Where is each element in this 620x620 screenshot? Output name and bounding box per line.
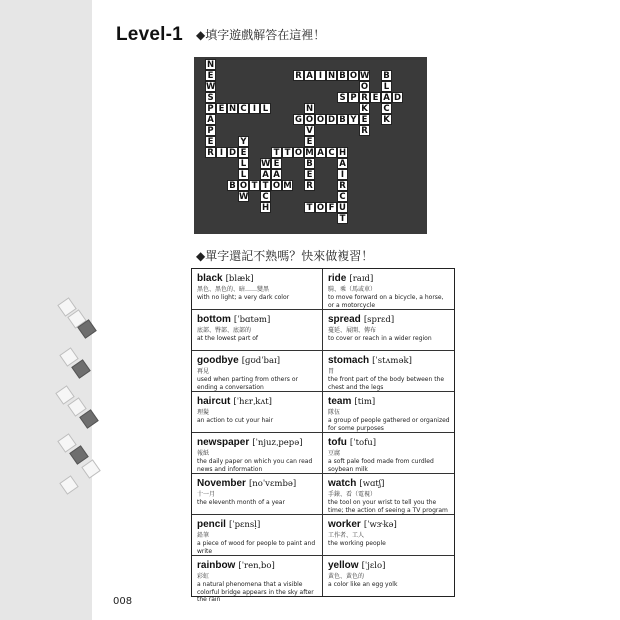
vocab-definition: the working people [328, 540, 386, 547]
vocab-definition: used when parting from others or ending a conversation [197, 376, 298, 391]
crossword-letter-cell: N [305, 104, 314, 114]
vocab-row [192, 556, 454, 603]
vocab-chinese-meaning: 胃 [328, 368, 335, 375]
crossword-letter-cell: S [337, 92, 348, 103]
vocab-word: worker [328, 519, 361, 530]
crossword-letter-cell: M [305, 148, 314, 158]
vocab-word: tofu [328, 437, 347, 448]
vocab-word: team [328, 396, 352, 407]
vocab-row [192, 433, 454, 474]
crossword-letter-cell: M [283, 181, 292, 191]
crossword-letter-cell: T [337, 213, 348, 224]
crossword-letter-cell: B [337, 114, 348, 125]
vocab-definition: the tool on your wrist to tell you the time; the action of seeing a TV program [328, 499, 448, 514]
decorative-tile [79, 409, 98, 428]
crossword-letter-cell: E [370, 92, 381, 103]
vocab-entry [323, 433, 454, 473]
vocab-definition: the eleventh month of a year [197, 499, 285, 506]
vocabulary-table [191, 268, 455, 603]
vocab-definition: to cover or reach in a wider region [328, 335, 432, 342]
crossword-letter-cell: V [304, 125, 315, 136]
crossword-letter-cell: W [360, 71, 370, 81]
crossword-letter-cell: T [249, 180, 260, 191]
crossword-letter-cell: D [327, 115, 336, 125]
crossword-letter-cell: B [304, 158, 315, 169]
vocab-word: haircut [197, 396, 231, 407]
decorative-tile [81, 459, 100, 478]
crossword-letter-cell: T [282, 147, 293, 158]
vocab-chinese-meaning: 隊伍 [328, 409, 341, 416]
crossword-letter-cell: C [260, 191, 271, 202]
crossword-letter-cell: O [349, 71, 358, 81]
crossword-letter-cell: Y [348, 114, 359, 125]
instruction-review: ◆單字還記不熟嗎？快來做複習！ [196, 249, 374, 263]
crossword-letter-cell: I [315, 70, 326, 81]
crossword-letter-cell: E [205, 70, 216, 81]
vocab-phonetic: [tim] [354, 397, 376, 407]
crossword-letter-cell: T [260, 180, 271, 191]
crossword-letter-cell: O [294, 148, 303, 158]
crossword-letter-cell: A [315, 147, 326, 158]
vocab-entry [323, 556, 454, 596]
vocab-entry [323, 310, 454, 350]
vocab-definition: an action to cut your hair [197, 417, 274, 424]
vocab-chinese-meaning: 工作者、工人 [328, 532, 365, 539]
crossword-letter-cell: K [359, 103, 370, 114]
vocab-phonetic: [ˈnjuzˌpepə] [252, 438, 303, 448]
vocab-phonetic: [ˈjɛlo] [361, 561, 386, 571]
vocab-word: bottom [197, 314, 231, 325]
crossword-letter-cell: L [238, 158, 249, 169]
crossword-letter-cell: O [272, 181, 281, 191]
vocab-word: black [197, 273, 223, 284]
vocab-chinese-meaning: 蔓延、展開、傳布 [328, 327, 377, 334]
crossword-letter-cell: B [381, 70, 392, 81]
vocab-word: goodbye [197, 355, 239, 366]
vocab-entry [323, 351, 454, 391]
crossword-letter-cell: W [206, 82, 216, 92]
vocab-row [192, 392, 454, 433]
vocab-phonetic: [ˈrenˌbo] [238, 561, 275, 571]
crossword-letter-cell: R [304, 180, 315, 191]
crossword-answer-grid [194, 57, 427, 234]
crossword-letter-cell: N [228, 104, 237, 114]
vocab-definition: a natural phenomena that a visible colorful bridge appears in the sky after the rain [197, 581, 314, 603]
vocab-row [192, 269, 454, 310]
vocab-row [192, 474, 454, 515]
vocab-word: watch [328, 478, 357, 489]
vocab-definition: with no light; a very dark color [197, 294, 290, 301]
crossword-letter-cell: H [338, 148, 347, 158]
vocab-definition: to move forward on a bicycle, a horse, or a motorcycle [328, 294, 444, 309]
crossword-letter-cell: O [239, 181, 248, 191]
crossword-letter-cell: C [238, 103, 249, 114]
crossword-letter-cell: P [348, 92, 359, 103]
vocab-entry [192, 269, 323, 309]
crossword-letter-cell: E [216, 103, 227, 114]
vocab-phonetic: [ˈstʌmək] [372, 356, 412, 366]
vocab-phonetic: [ˈpɛnsḷ] [228, 520, 261, 530]
crossword-letter-cell: A [304, 70, 315, 81]
vocab-word: pencil [197, 519, 226, 530]
crossword-letter-cell: C [337, 191, 348, 202]
crossword-letter-cell: N [327, 71, 336, 81]
decorative-tile [71, 359, 90, 378]
vocab-chinese-meaning: 十一月 [197, 491, 216, 498]
vocab-definition: a soft pale food made from curdled soybean milk [328, 458, 434, 473]
instruction-fill: ◆填字遊戲解答在這裡！ [196, 28, 326, 42]
vocab-entry [323, 269, 454, 309]
vocab-chinese-meaning: 騎、乘（馬或車） [328, 286, 377, 293]
vocab-definition: a group of people gathered or organized for some purposes [328, 417, 450, 432]
crossword-letter-cell: W [261, 159, 271, 169]
crossword-letter-cell: A [271, 169, 282, 180]
crossword-letter-cell: L [260, 103, 271, 114]
crossword-letter-cell: T [271, 147, 282, 158]
decorative-tile [59, 475, 78, 494]
vocab-entry [192, 392, 323, 432]
vocab-word: November [197, 478, 246, 489]
page-number: 008 [113, 596, 133, 607]
vocab-definition: a color like an egg yolk [328, 581, 398, 588]
crossword-letter-cell: A [337, 158, 348, 169]
vocab-entry [192, 515, 323, 555]
vocab-word: newspaper [197, 437, 250, 448]
vocab-word: spread [328, 314, 361, 325]
crossword-letter-cell: I [216, 147, 227, 158]
level-title: Level-1 [116, 24, 183, 45]
crossword-letter-cell: R [359, 92, 370, 103]
crossword-letter-cell: T [304, 202, 315, 213]
vocab-phonetic: [sprɛd] [363, 315, 395, 325]
vocab-chinese-meaning: 鉛筆 [197, 532, 210, 539]
vocab-chinese-meaning: 報紙 [197, 450, 210, 457]
crossword-letter-cell: N [206, 60, 215, 70]
crossword-letter-cell: R [293, 70, 304, 81]
crossword-letter-cell: B [227, 180, 238, 191]
vocab-phonetic: [blæk] [225, 274, 254, 284]
crossword-letter-cell: R [337, 180, 348, 191]
vocab-phonetic: [ɡʊdˈbaɪ] [241, 356, 281, 366]
vocab-word: rainbow [197, 560, 236, 571]
crossword-letter-cell: O [316, 115, 325, 125]
vocab-entry [192, 556, 323, 603]
vocab-definition: the daily paper on which you can read news and information [197, 458, 313, 473]
crossword-letter-cell: C [381, 103, 392, 114]
vocab-entry [192, 474, 323, 514]
crossword-letter-cell: Y [238, 136, 249, 147]
vocab-word: stomach [328, 355, 370, 366]
crossword-letter-cell: I [249, 103, 260, 114]
vocab-phonetic: [ˈbɑtəm] [233, 315, 271, 325]
decorative-tile [69, 445, 88, 464]
crossword-letter-cell: O [360, 82, 369, 92]
crossword-letter-cell: P [205, 103, 216, 114]
crossword-letter-cell: L [381, 81, 392, 92]
crossword-letter-cell: A [205, 114, 216, 125]
vocab-chinese-meaning: 黑色、黑色的、暗……變黑 [197, 286, 270, 293]
crossword-letter-cell: R [359, 125, 370, 136]
vocab-definition: the front part of the body between the chest and the legs [328, 376, 445, 391]
vocab-entry [192, 310, 323, 350]
vocab-chinese-meaning: 底部、臀部、底部的 [197, 327, 252, 334]
vocab-row [192, 310, 454, 351]
vocab-chinese-meaning: 理髮 [197, 409, 210, 416]
crossword-letter-cell: G [293, 114, 304, 125]
crossword-letter-cell: C [326, 147, 337, 158]
vocab-entry [323, 392, 454, 432]
vocab-chinese-meaning: 手錶、看（電視） [328, 491, 377, 498]
vocab-entry [323, 474, 454, 514]
crossword-letter-cell: W [239, 192, 249, 202]
vocab-definition: at the lowest part of [197, 335, 259, 342]
crossword-letter-cell: D [393, 93, 402, 103]
crossword-letter-cell: E [359, 114, 370, 125]
vocab-phonetic: [raɪd] [349, 274, 374, 284]
vocab-chinese-meaning: 再見 [197, 368, 210, 375]
vocab-definition: a piece of wood for people to paint and write [197, 540, 316, 555]
vocab-chinese-meaning: 黃色、黃色的 [328, 573, 365, 580]
crossword-letter-cell: O [305, 115, 314, 125]
vocab-entry [323, 515, 454, 555]
crossword-letter-cell: H [261, 203, 270, 213]
crossword-letter-cell: O [316, 203, 325, 213]
vocab-chinese-meaning: 彩虹 [197, 573, 210, 580]
vocab-phonetic: [wɑtʃ] [359, 479, 385, 489]
vocab-entry [192, 351, 323, 391]
crossword-letter-cell: K [381, 114, 392, 125]
vocab-phonetic: [ˈhɛrˌkʌt] [233, 397, 272, 407]
crossword-letter-cell: I [337, 169, 348, 180]
crossword-letter-cell: E [304, 136, 315, 147]
vocab-word: yellow [328, 560, 359, 571]
crossword-letter-cell: D [228, 148, 237, 158]
crossword-letter-cell: E [271, 158, 282, 169]
crossword-letter-cell: A [260, 169, 271, 180]
crossword-letter-cell: E [205, 136, 216, 147]
crossword-letter-cell: P [205, 125, 216, 136]
vocab-phonetic: [ˈtofu] [349, 438, 377, 448]
crossword-letter-cell: B [337, 70, 348, 81]
crossword-letter-cell: L [238, 169, 249, 180]
vocab-row [192, 515, 454, 556]
crossword-letter-cell: R [205, 147, 216, 158]
vocab-chinese-meaning: 豆腐 [328, 450, 341, 457]
crossword-letter-cell: F [326, 202, 337, 213]
vocab-phonetic: [noˈvɛmbə] [248, 479, 297, 489]
vocab-phonetic: [ˈwɝkə] [363, 520, 397, 530]
crossword-letter-cell: U [337, 202, 348, 213]
crossword-letter-cell: S [205, 92, 216, 103]
vocab-entry [192, 433, 323, 473]
decorative-side-strip [0, 0, 92, 620]
vocab-row [192, 351, 454, 392]
vocab-word: ride [328, 273, 347, 284]
crossword-letter-cell: A [381, 92, 392, 103]
crossword-letter-cell: E [238, 147, 249, 158]
crossword-letter-cell: E [304, 169, 315, 180]
